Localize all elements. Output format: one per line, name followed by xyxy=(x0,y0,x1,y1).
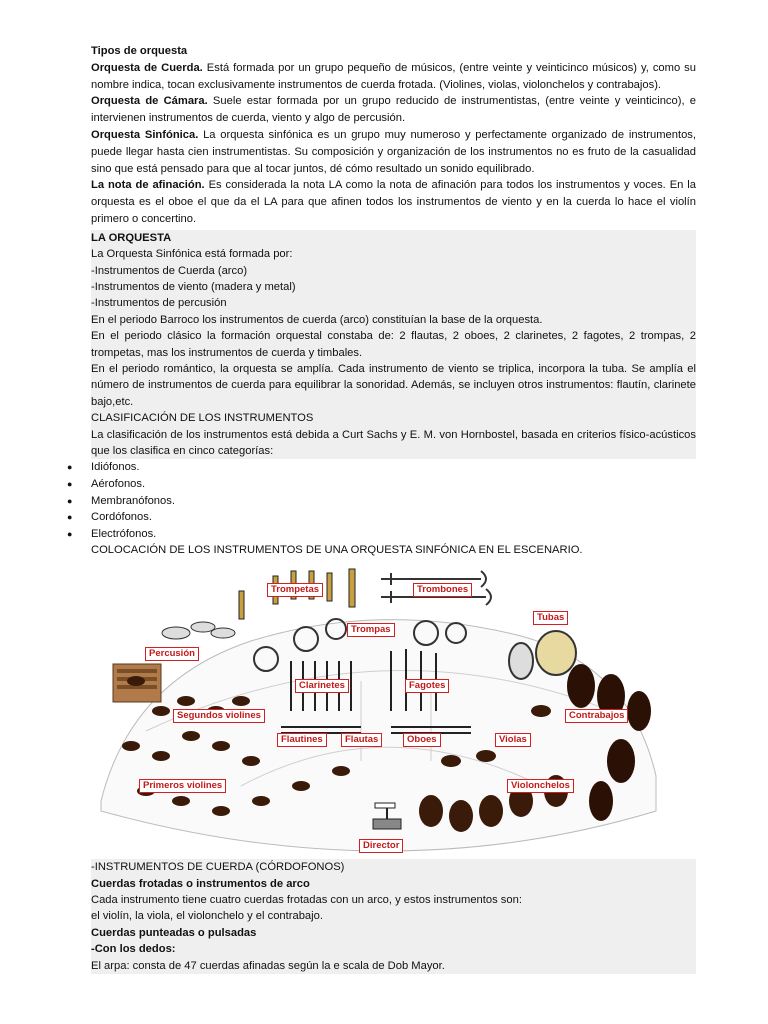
paragraph-symphony-orchestra: Orquesta Sinfónica. La orquesta sinfónica es un grupo muy numeroso y perfectamente organizado de instrumentos, puede llegar hasta cien instrumentistas. Su composición y organización de los instrumentos no es fruto de la casualidad sino que está pensado para que al tocar juntos, dé cómo resultado un sonido equilibrado. xyxy=(91,128,696,175)
orchestra-line: -Instrumentos de Cuerda (arco) xyxy=(91,264,248,277)
label-clarinets: Clarinetes xyxy=(295,679,349,693)
label-piccolos: Flautines xyxy=(277,733,327,747)
label-horns: Trompas xyxy=(347,623,395,637)
bowed-heading: Cuerdas frotadas o instrumentos de arco xyxy=(91,877,310,890)
list-item: ● Membranófonos. xyxy=(91,493,696,510)
section-title: Tipos de orquesta xyxy=(91,45,188,57)
orchestra-section xyxy=(91,230,696,460)
list-item: ● Aérofonos. xyxy=(91,476,696,493)
orchestra-line: En el periodo Barroco los instrumentos de cuerda (arco) constituían la base de la orquesta. xyxy=(91,313,543,326)
category-list xyxy=(67,459,696,542)
label-flutes: Flautas xyxy=(341,733,382,747)
label-trumpets: Trompetas xyxy=(267,583,323,597)
orchestra-line: En el periodo romántico, la orquesta se amplía. Cada instrumento de viento se triplica, incorpora la tuba. Se amplía el número de instrumentos de cuerda para equilibrar la sonoridad. Además, se incluyen otros instrumentos: flautín, clarinete bajo,etc. xyxy=(91,363,696,408)
bullet-icon: ● xyxy=(67,495,73,506)
label-violas: Violas xyxy=(495,733,531,747)
list-item: ● Electrófonos. xyxy=(91,526,696,543)
bullet-icon: ● xyxy=(67,462,73,473)
label-trombones: Trombones xyxy=(413,583,472,597)
bowed-line: Cada instrumento tiene cuatro cuerdas frotadas con un arco, y estos instrumentos son: xyxy=(91,894,522,907)
orchestra-heading: LA ORQUESTA xyxy=(91,231,172,244)
paragraph-chamber-orchestra: Orquesta de Cámara. Suele estar formada por un grupo reducido de instrumentistas, (entre veinte y veinticinco), e intervienen instrumentos de cuerda, viento y algo de percusión. xyxy=(91,95,696,125)
document-page xyxy=(67,43,696,974)
orchestra-line: En el periodo clásico la formación orquestal constaba de: 2 flautas, 2 oboes, 2 clarinetes, 2 fagotes, 2 trompas, 2 trompetas, mas los instrumentos de cuerda y timbales. xyxy=(91,330,696,359)
string-instruments-section xyxy=(91,859,696,974)
label-tubas: Tubas xyxy=(533,611,568,625)
label-bassoons: Fagotes xyxy=(405,679,449,693)
label-cellos: Violonchelos xyxy=(507,779,574,793)
orchestra-line: -Instrumentos de percusión xyxy=(91,297,227,310)
label-double-basses: Contrabajos xyxy=(565,709,628,723)
list-item: ● Idiófonos. xyxy=(91,459,696,476)
classification-line: La clasificación de los instrumentos está debida a Curt Sachs y E. M. von Hornbostel, basada en criterios físico-acústicos que los clasifica en cinco categorías: xyxy=(91,428,696,458)
label-conductor: Director xyxy=(359,839,403,853)
paragraph-string-orchestra: Orquesta de Cuerda. Está formada por un grupo pequeño de músicos, (entre veinte y veinticinco músicos) y, como su nombre indica, tocan exclusivamente instrumentos de cuerda frotada. (Violines, violas, violonchelos y contrabajos). xyxy=(91,61,696,91)
figure-caption: COLOCACIÓN DE LOS INSTRUMENTOS DE UNA ORQUESTA SINFÓNICA EN EL ESCENARIO. xyxy=(91,544,583,557)
bullet-icon: ● xyxy=(67,479,73,490)
paragraph-tuning-note: La nota de afinación. Es considerada la nota LA como la nota de afinación para todos los instrumentos y voces. En la orquesta es el oboe el que da el LA para que afinen todos los instrumentos de viento y en la cuerda lo hace el violín primero o concertino. xyxy=(91,179,696,225)
classification-heading: CLASIFICACIÓN DE LOS INSTRUMENTOS xyxy=(91,412,314,425)
bowed-line: el violín, la viola, el violonchelo y el contrabajo. xyxy=(91,910,323,923)
harp-line: El arpa: consta de 47 cuerdas afinadas según la e scala de Dob Mayor. xyxy=(91,959,445,972)
orchestra-line: La Orquesta Sinfónica está formada por: xyxy=(91,248,293,261)
orchestra-line: -Instrumentos de viento (madera y metal) xyxy=(91,280,296,293)
label-percussion: Percusión xyxy=(145,647,199,661)
label-second-violins: Segundos violines xyxy=(173,709,265,723)
string-heading: -INSTRUMENTOS DE CUERDA (CÓRDOFONOS) xyxy=(91,861,345,874)
bullet-icon: ● xyxy=(67,512,73,523)
orchestra-types-section xyxy=(91,43,696,228)
bullet-icon: ● xyxy=(67,528,73,539)
label-oboes: Oboes xyxy=(403,733,441,747)
orchestra-seating-diagram xyxy=(91,561,665,859)
label-first-violins: Primeros violines xyxy=(139,779,226,793)
list-item: ● Cordófonos. xyxy=(91,509,696,526)
plucked-heading: Cuerdas punteadas o pulsadas xyxy=(91,926,257,939)
fingers-heading: -Con los dedos: xyxy=(91,943,176,956)
